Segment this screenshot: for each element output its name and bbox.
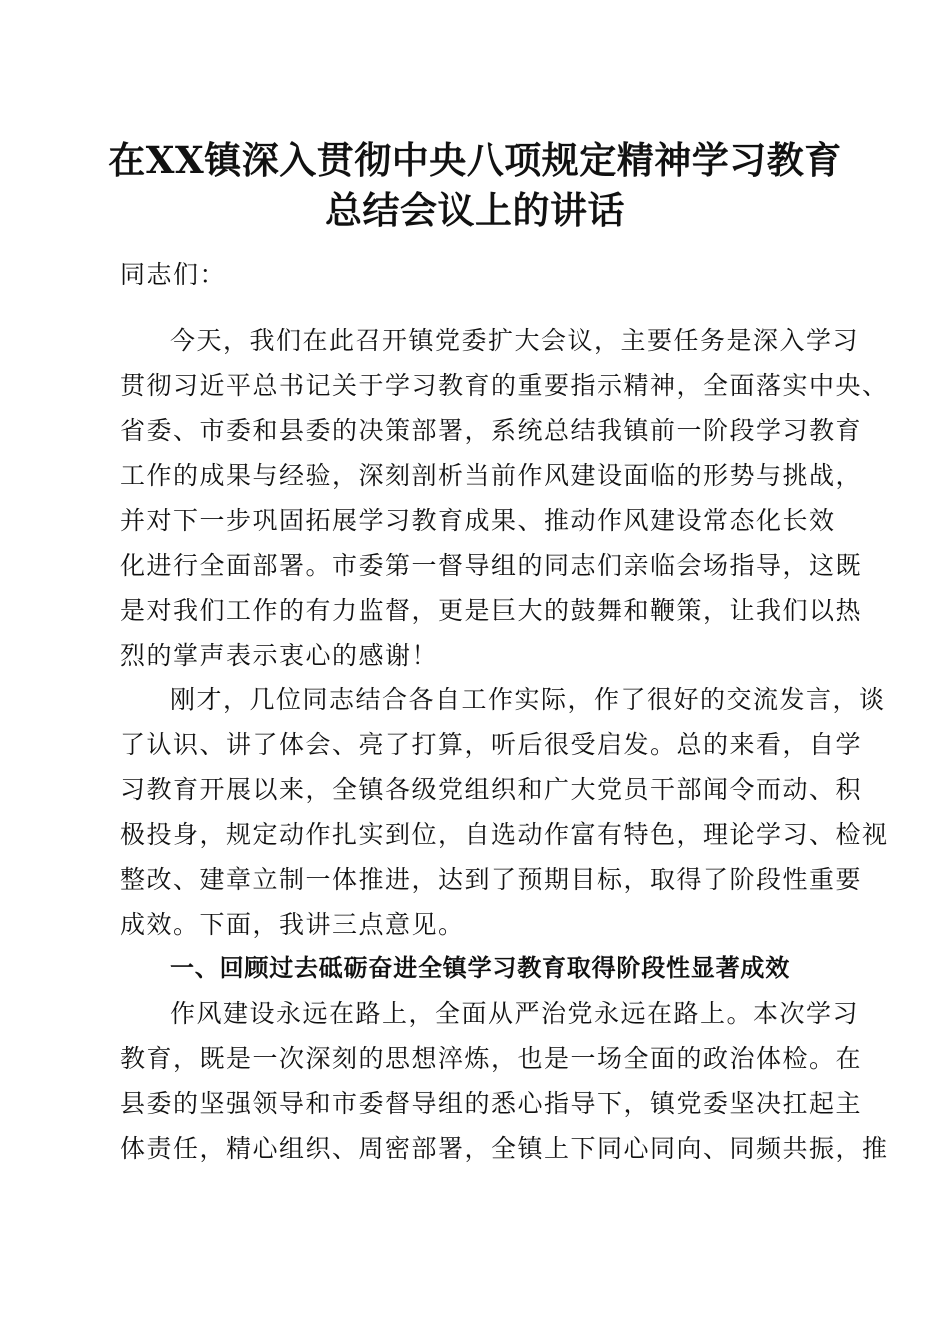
document-title-line-1: 在XX镇深入贯彻中央八项规定精神学习教育 xyxy=(108,138,842,182)
paragraph-3-line: 作风建设永远在路上，全面从严治党永远在路上。本次学习 xyxy=(170,999,860,1028)
paragraph-1-line: 并对下一步巩固拓展学习教育成果、推动作风建设常态化长效 xyxy=(120,506,836,535)
paragraph-3-line: 县委的坚强领导和市委督导组的悉心指导下，镇党委坚决扛起主 xyxy=(120,1089,863,1118)
paragraph-1-line: 化进行全面部署。市委第一督导组的同志们亲临会场指导，这既 xyxy=(120,551,863,580)
paragraph-2-line: 习教育开展以来，全镇各级党组织和广大党员干部闻令而动、积 xyxy=(120,775,863,804)
document-title-line-2: 总结会议上的讲话 xyxy=(325,188,625,232)
paragraph-2-line: 极投身，规定动作扎实到位，自选动作富有特色，理论学习、检视 xyxy=(120,820,889,849)
paragraph-2-line: 刚才，几位同志结合各自工作实际，作了很好的交流发言，谈 xyxy=(170,685,886,714)
paragraph-1-line: 贯彻习近平总书记关于学习教育的重要指示精神，全面落实中央、 xyxy=(120,371,889,400)
paragraph-1-line: 是对我们工作的有力监督，更是巨大的鼓舞和鞭策，让我们以热 xyxy=(120,596,863,625)
paragraph-2-line: 了认识、讲了体会、亮了打算，听后很受启发。总的来看，自学 xyxy=(120,730,863,759)
paragraph-2-line: 成效。下面，我讲三点意见。 xyxy=(120,910,465,939)
paragraph-3-line: 体责任，精心组织、周密部署，全镇上下同心同向、同频共振，推 xyxy=(120,1134,889,1163)
paragraph-2-line: 整改、建章立制一体推进，达到了预期目标，取得了阶段性重要 xyxy=(120,865,863,894)
paragraph-3-line: 教育，既是一次深刻的思想淬炼，也是一场全面的政治体检。在 xyxy=(120,1044,863,1073)
paragraph-1-line: 工作的成果与经验，深刻剖析当前作风建设面临的形势与挑战， xyxy=(120,461,863,490)
salutation: 同志们： xyxy=(120,260,227,289)
paragraph-1-line: 烈的掌声表示衷心的感谢！ xyxy=(120,641,439,670)
paragraph-1-line: 今天，我们在此召开镇党委扩大会议，主要任务是深入学习 xyxy=(170,326,860,355)
section-heading-1: 一、回顾过去砥砺奋进全镇学习教育取得阶段性显著成效 xyxy=(170,954,790,982)
paragraph-1-line: 省委、市委和县委的决策部署，系统总结我镇前一阶段学习教育 xyxy=(120,416,863,445)
